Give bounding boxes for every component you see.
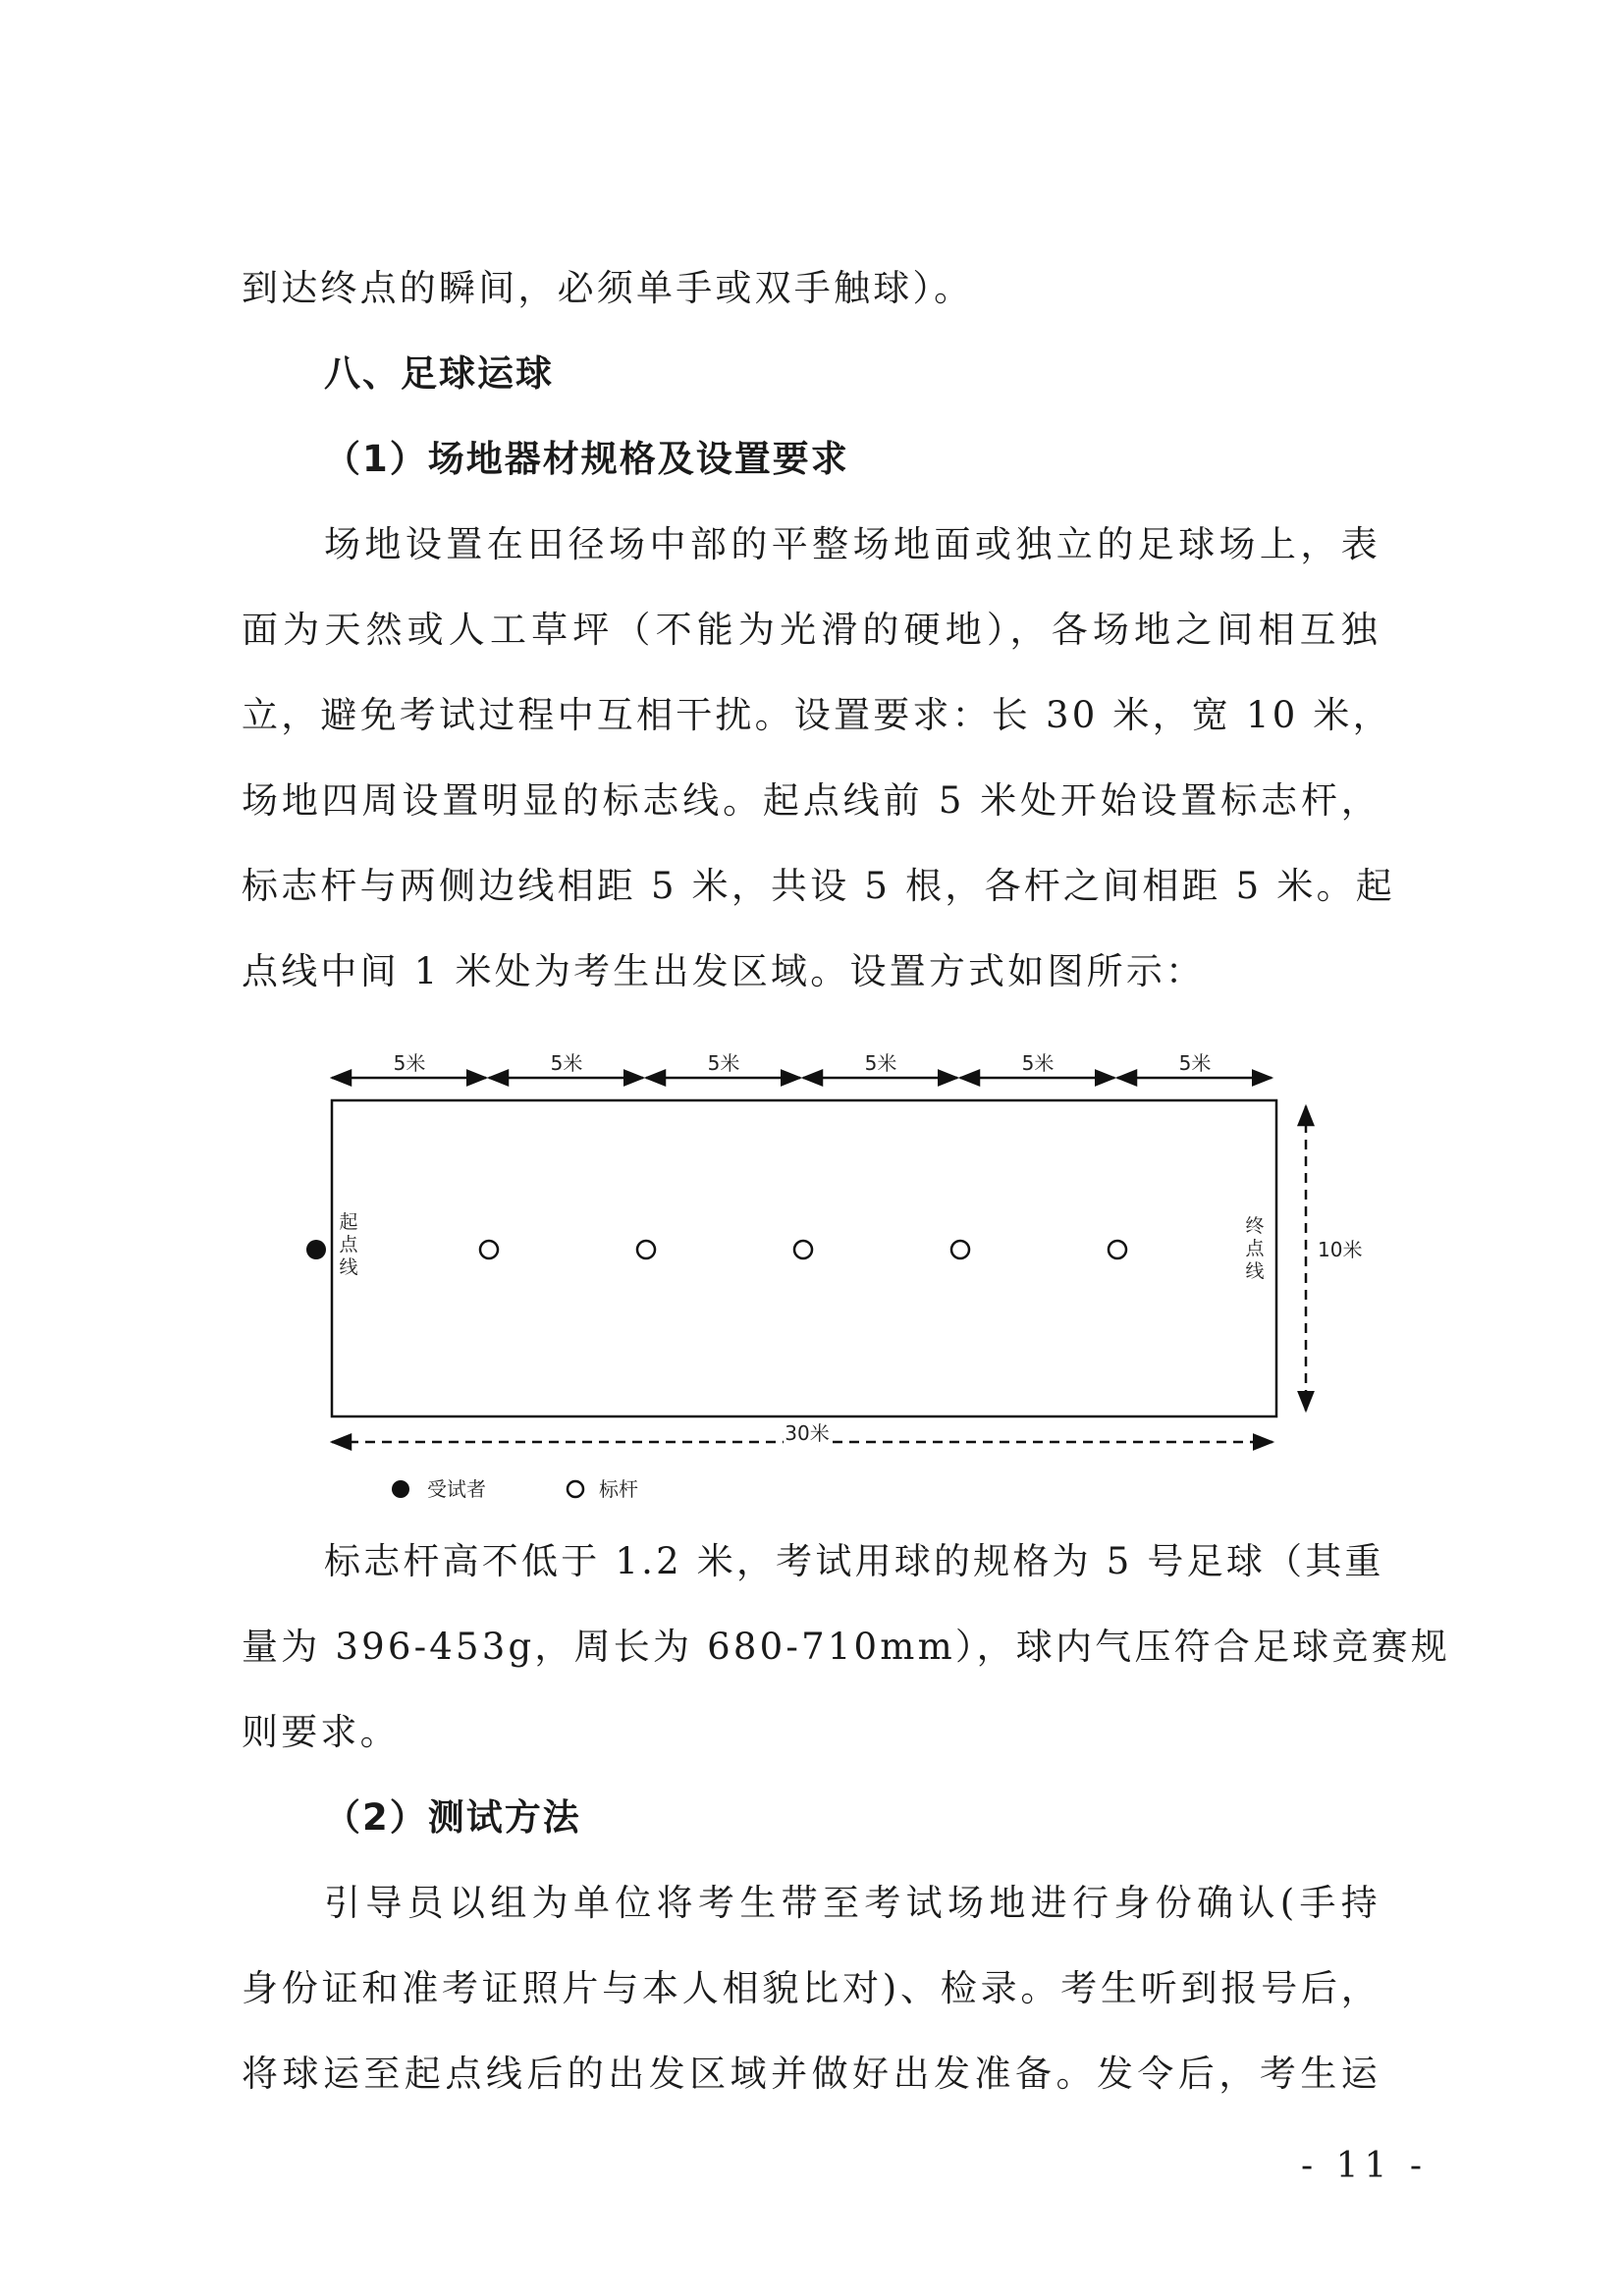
pole-marker bbox=[1109, 1241, 1126, 1258]
length-label: 30米 bbox=[785, 1421, 830, 1445]
section-heading: 八、足球运球 bbox=[324, 352, 554, 395]
pole-marker bbox=[794, 1241, 812, 1258]
paragraph-line: 场地四周设置明显的标志线。起点线前 5 米处开始设置标志杆， bbox=[242, 779, 1380, 822]
start-line-label bbox=[339, 1211, 358, 1278]
paragraph-line: 身份证和准考证照片与本人相貌比对)、检录。考生听到报号后， bbox=[242, 1967, 1380, 2009]
diagram-legend bbox=[392, 1477, 638, 1501]
paragraph-line: 面为天然或人工草坪（不能为光滑的硬地），各场地之间相互独 bbox=[242, 609, 1380, 651]
pole-markers bbox=[480, 1241, 1126, 1258]
legend-pole-label: 标杆 bbox=[599, 1477, 638, 1501]
svg-text:线: 线 bbox=[339, 1256, 358, 1278]
paragraph-line: 引导员以组为单位将考生带至考试场地进行身份确认(手持 bbox=[324, 1882, 1380, 1924]
paragraph-line: 则要求。 bbox=[242, 1711, 400, 1753]
segment-label: 5米 bbox=[1021, 1051, 1055, 1075]
pole-marker bbox=[951, 1241, 969, 1258]
paragraph-line: 场地设置在田径场中部的平整场地面或独立的足球场上，表 bbox=[324, 523, 1380, 565]
legend-candidate-label: 受试者 bbox=[427, 1477, 486, 1501]
pole-marker bbox=[480, 1241, 498, 1258]
paragraph-line: 点线中间 1 米处为考生出发区域。设置方式如图所示： bbox=[242, 950, 1206, 992]
segment-label: 5米 bbox=[864, 1051, 897, 1075]
segment-label: 5米 bbox=[393, 1051, 426, 1075]
subsection-heading: （1）场地器材规格及设置要求 bbox=[324, 438, 849, 480]
subsection-heading: （2）测试方法 bbox=[324, 1796, 581, 1839]
segment-label: 5米 bbox=[1178, 1051, 1212, 1075]
paragraph-line: 标志杆与两侧边线相距 5 米，共设 5 根，各杆之间相距 5 米。起 bbox=[242, 865, 1395, 907]
svg-text:终: 终 bbox=[1245, 1215, 1265, 1237]
svg-text:线: 线 bbox=[1245, 1260, 1265, 1282]
segment-dimensions bbox=[332, 1051, 1272, 1078]
page-number: - 11 - bbox=[1301, 2146, 1429, 2186]
paragraph-line: 量为 396-453g，周长为 680-710mm），球内气压符合足球竞赛规 bbox=[242, 1626, 1450, 1668]
svg-text:点: 点 bbox=[1245, 1238, 1265, 1259]
pole-marker bbox=[637, 1241, 655, 1258]
legend-candidate-icon bbox=[392, 1480, 409, 1498]
football-field-diagram bbox=[295, 1036, 1363, 1517]
width-label: 10米 bbox=[1318, 1238, 1363, 1261]
finish-line-label bbox=[1245, 1215, 1265, 1282]
paragraph-line: 将球运至起点线后的出发区域并做好出发准备。发令后，考生运 bbox=[242, 2053, 1380, 2095]
candidate-marker bbox=[306, 1240, 326, 1259]
segment-label: 5米 bbox=[707, 1051, 740, 1075]
segment-label: 5米 bbox=[550, 1051, 583, 1075]
paragraph-line: 到达终点的瞬间，必须单手或双手触球）。 bbox=[242, 267, 974, 309]
svg-text:点: 点 bbox=[339, 1234, 358, 1255]
legend-pole-icon bbox=[568, 1481, 583, 1497]
paragraph-line: 立，避免考试过程中互相干扰。设置要求：长 30 米，宽 10 米， bbox=[242, 694, 1392, 736]
paragraph-line: 标志杆高不低于 1.2 米，考试用球的规格为 5 号足球（其重 bbox=[324, 1540, 1384, 1582]
svg-text:起: 起 bbox=[339, 1211, 358, 1233]
